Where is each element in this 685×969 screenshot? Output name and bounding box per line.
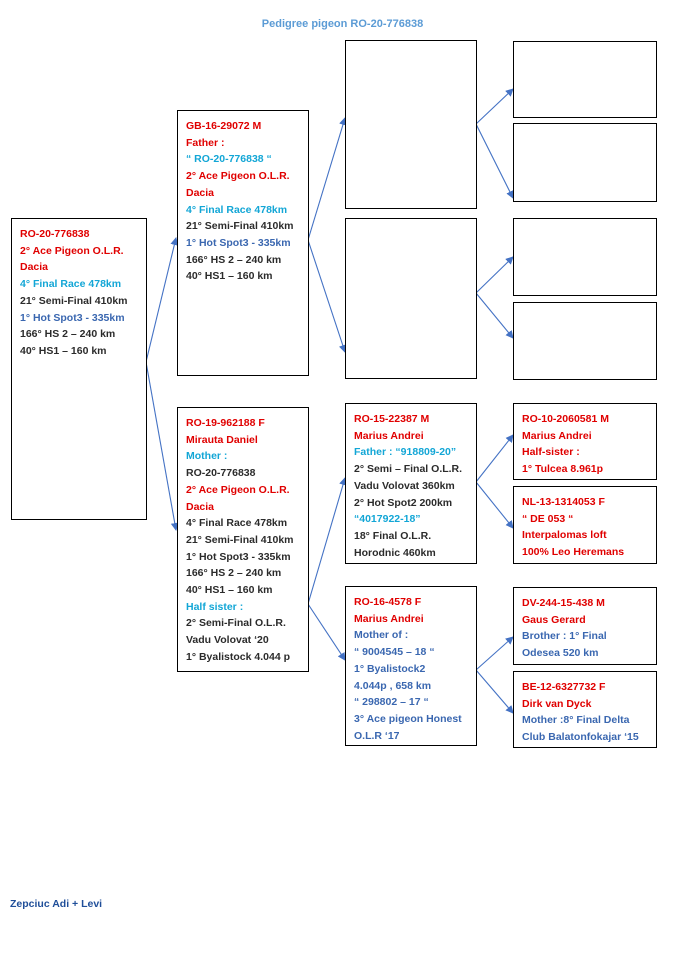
card-line: RO-10-2060581 M (522, 413, 609, 425)
card-line: “4017922-18” (354, 513, 421, 526)
connector-mother-mm (308, 604, 345, 660)
card-line: 4° Final Race 478km (186, 517, 288, 530)
card-line: 40° HS1 – 160 km (186, 584, 273, 597)
card-line: 166° HS 2 – 240 km (186, 253, 282, 266)
card-line: Mother : (186, 450, 228, 463)
card-line: Club Balatonfokajar ‘15 (522, 731, 639, 744)
card-line: Brother : 1° Final (522, 630, 607, 643)
card-line: 1° Byalistock 4.044 p (186, 650, 291, 663)
card-line: 21° Semi-Final 410km (186, 533, 294, 546)
card-line: GB-16-29072 M (186, 120, 262, 132)
fm-father-card (513, 218, 657, 296)
card-line: “ 9004545 – 18 “ (354, 646, 435, 659)
card-line: 3° Ace pigeon Honest (354, 712, 462, 725)
connector-ff-ffm (476, 124, 513, 198)
card-line: Odesea 520 km (522, 647, 599, 660)
mf-mother-card (513, 486, 657, 564)
paternal-grandmother-card (345, 218, 477, 379)
card-line: 18° Final O.L.R. (354, 529, 432, 542)
card-line: 1° Hot Spot3 - 335km (20, 311, 125, 324)
card-line: BE-12-6327732 F (522, 681, 606, 693)
card-line: Father : (186, 136, 225, 149)
card-line: 1° Hot Spot3 - 335km (186, 236, 291, 249)
card-line: 2° Ace Pigeon O.L.R. (186, 170, 290, 183)
card-line: RO-19-962188 F (186, 417, 265, 429)
card-line: 2° Semi-Final O.L.R. (186, 617, 286, 630)
card-line: RO-20-776838 (20, 228, 90, 240)
card-line: 1° Byalistock2 (354, 662, 426, 675)
card-line: Mother :8° Final Delta (522, 714, 630, 727)
card-line: “ DE 053 “ (522, 512, 574, 525)
mm-father-card (513, 587, 657, 665)
card-line: 21° Semi-Final 410km (186, 220, 294, 233)
card-line: Gaus Gerard (522, 613, 586, 626)
card-line: 21° Semi-Final 410km (20, 294, 128, 307)
card-line: RO-20-776838 (186, 467, 256, 480)
father-card (177, 110, 309, 376)
card-line: 166° HS 2 – 240 km (186, 567, 282, 580)
connector-mf-mfm (476, 482, 513, 528)
card-line: Vadu Volovat ‘20 (186, 634, 269, 647)
card-line: Father : “918809-20” (354, 446, 457, 459)
card-line: O.L.R ‘17 (354, 729, 400, 742)
mother-card (177, 407, 309, 672)
mm-mother-card (513, 671, 657, 748)
card-line: RO-16-4578 F (354, 596, 422, 608)
paternal-grandfather-card (345, 40, 477, 209)
connector-ff-fff (476, 89, 513, 124)
card-line: Vadu Volovat 360km (354, 479, 455, 492)
card-line: 1° Hot Spot3 - 335km (186, 550, 291, 563)
card-line: 100% Leo Heremans (522, 546, 625, 559)
ff-mother-card (513, 123, 657, 202)
ff-father-card (513, 41, 657, 118)
card-line: 2° Ace Pigeon O.L.R. (186, 483, 290, 496)
card-line: Dacia (186, 186, 215, 199)
connector-father-ff (308, 118, 345, 240)
connector-father-fm (308, 240, 345, 352)
footer-credit: Zepciuc Adi + Levi (10, 898, 103, 910)
connector-mother-mf (308, 478, 345, 604)
card-line: 4° Final Race 478km (186, 203, 288, 216)
page-title: Pedigree pigeon RO-20-776838 (261, 18, 424, 30)
card-line: Marius Andrei (354, 429, 424, 442)
card-line: NL-13-1314053 F (522, 496, 605, 508)
card-line: Dirk van Dyck (522, 697, 592, 710)
card-line: DV-244-15-438 M (522, 597, 605, 609)
card-line: 40° HS1 – 160 km (186, 270, 273, 283)
card-line: Horodnic 460km (354, 546, 436, 559)
connector-mf-mff (476, 435, 513, 482)
card-line: Marius Andrei (522, 429, 592, 442)
card-line: 1° Tulcea 8.961p (522, 463, 604, 476)
connector-fm-fmf (476, 257, 513, 293)
connector-fm-fmm (476, 293, 513, 338)
card-line: “ RO-20-776838 “ (186, 153, 272, 166)
card-line: Mirauta Daniel (186, 433, 258, 446)
subject-card (11, 218, 147, 520)
connector-mm-mmf (476, 637, 513, 670)
card-line: 166° HS 2 – 240 km (20, 328, 116, 341)
card-line: 40° HS1 – 160 km (20, 344, 107, 357)
maternal-grandmother-card (345, 586, 477, 746)
card-line: Marius Andrei (354, 612, 424, 625)
card-line: 2° Hot Spot2 200km (354, 496, 453, 509)
fm-mother-card (513, 302, 657, 380)
card-line: Interpalomas loft (522, 529, 607, 542)
card-line: 2° Ace Pigeon O.L.R. (20, 244, 124, 257)
connector-mm-mmm (476, 670, 513, 713)
card-line: Dacia (186, 500, 215, 513)
card-line: 4° Final Race 478km (20, 278, 122, 291)
maternal-grandfather-card (345, 403, 477, 564)
card-line: 2° Semi – Final O.L.R. (354, 463, 463, 476)
card-line: Dacia (20, 261, 49, 274)
connector-subject-mother (146, 362, 176, 530)
card-line: RO-15-22387 M (354, 413, 430, 425)
mf-father-card (513, 403, 657, 480)
card-line: Half sister : (186, 600, 244, 613)
connector-subject-father (146, 238, 176, 362)
card-line: Mother of : (354, 629, 409, 642)
card-line: Half-sister : (522, 446, 580, 459)
card-line: “ 298802 – 17 “ (354, 696, 429, 709)
card-line: 4.044p , 658 km (354, 679, 432, 692)
